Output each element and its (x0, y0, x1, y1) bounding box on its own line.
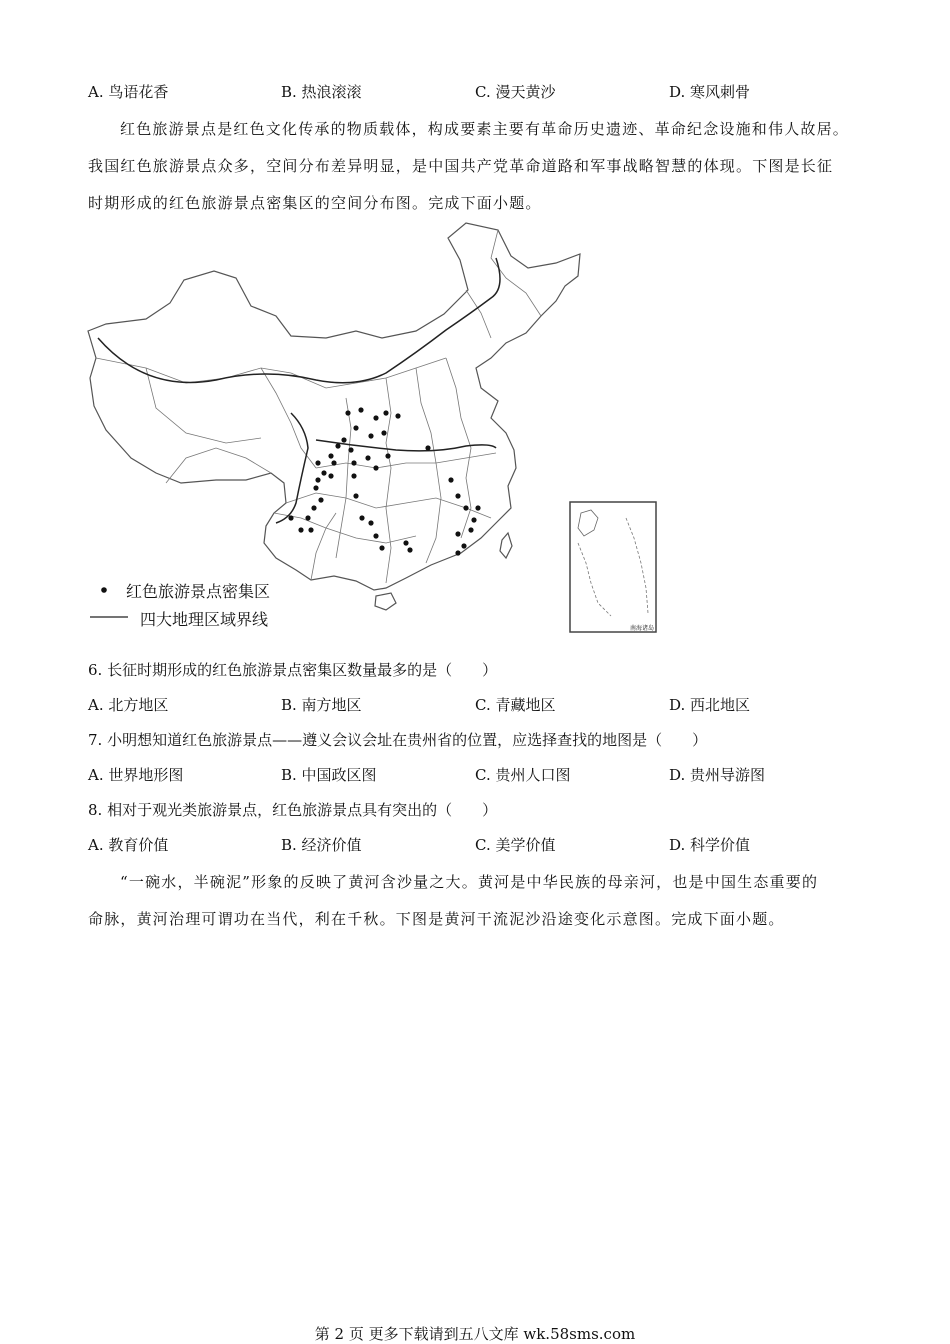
q7-option-d: D. 贵州导游图 (669, 766, 766, 784)
q8-option-c: C. 美学价值 (475, 836, 556, 854)
q7-option-c: C. 贵州人口图 (475, 766, 571, 784)
legend-dot-label: 红色旅游景点密集区 (126, 582, 271, 601)
q6-option-c: C. 青藏地区 (475, 696, 556, 714)
intro1-line1: 红色旅游景点是红色文化传承的物质载体，构成要素主要有革命历史遗迹、革命纪念设施和伟人故居。 (120, 120, 850, 138)
q8-option-b: B. 经济价值 (281, 836, 362, 854)
q8-option-d: D. 科学价值 (669, 836, 751, 854)
q6-options (88, 694, 868, 716)
q7-option-a: A. 世界地形图 (88, 766, 184, 784)
q6-option-a: A. 北方地区 (88, 696, 169, 714)
intro1-line2: 我国红色旅游景点众多，空间分布差异明显，是中国共产党革命道路和军事战略智慧的体现。下图是长征 (88, 157, 834, 175)
q5-option-b: B. 热浪滚滚 (281, 83, 362, 101)
q8-options (88, 834, 868, 856)
south-china-sea-inset (570, 502, 656, 632)
q5-option-d: D. 寒风刺骨 (669, 83, 751, 101)
q7-options (88, 764, 868, 786)
q6-option-d: D. 西北地区 (669, 696, 751, 714)
q5-option-c: C. 漫天黄沙 (475, 83, 556, 101)
legend-dot-sample (101, 587, 107, 593)
intro2-line1: “一碗水，半碗泥”形象的反映了黄河含沙量之大。黄河是中华民族的母亲河，也是中国生态重要的 (120, 873, 819, 891)
intro2-line2: 命脉，黄河治理可谓功在当代，利在千秋。下图是黄河干流泥沙沿途变化示意图。完成下面小题。 (88, 910, 785, 928)
red-tourism-dots (288, 407, 480, 555)
taiwan-outline (500, 533, 512, 558)
legend-line-label: 四大地理区域界线 (140, 610, 269, 629)
red-tourism-map (86, 218, 666, 638)
q7-option-b: B. 中国政区图 (281, 766, 377, 784)
q7-stem: 7. 小明想知道红色旅游景点——遵义会议会址在贵州省的位置，应选择查找的地图是（ ） (88, 731, 708, 749)
q8-option-a: A. 教育价值 (88, 836, 169, 854)
inset-label: 南海诸岛 (630, 625, 655, 632)
intro1-line3: 时期形成的红色旅游景点密集区的空间分布图。完成下面小题。 (88, 194, 542, 212)
page-footer: 第 2 页 更多下载请到五八文库 wk.58sms.com (314, 1325, 636, 1343)
china-map-drawing (86, 218, 666, 638)
q8-stem: 8. 相对于观光类旅游景点，红色旅游景点具有突出的（ ） (88, 801, 498, 819)
q6-stem: 6. 长征时期形成的红色旅游景点密集区数量最多的是（ ） (88, 661, 498, 679)
q5-options (88, 81, 868, 103)
province-boundaries (96, 230, 541, 583)
q5-option-a: A. 鸟语花香 (88, 83, 169, 101)
q6-option-b: B. 南方地区 (281, 696, 362, 714)
region-boundary-lines (98, 258, 500, 523)
hainan-outline (375, 593, 396, 610)
